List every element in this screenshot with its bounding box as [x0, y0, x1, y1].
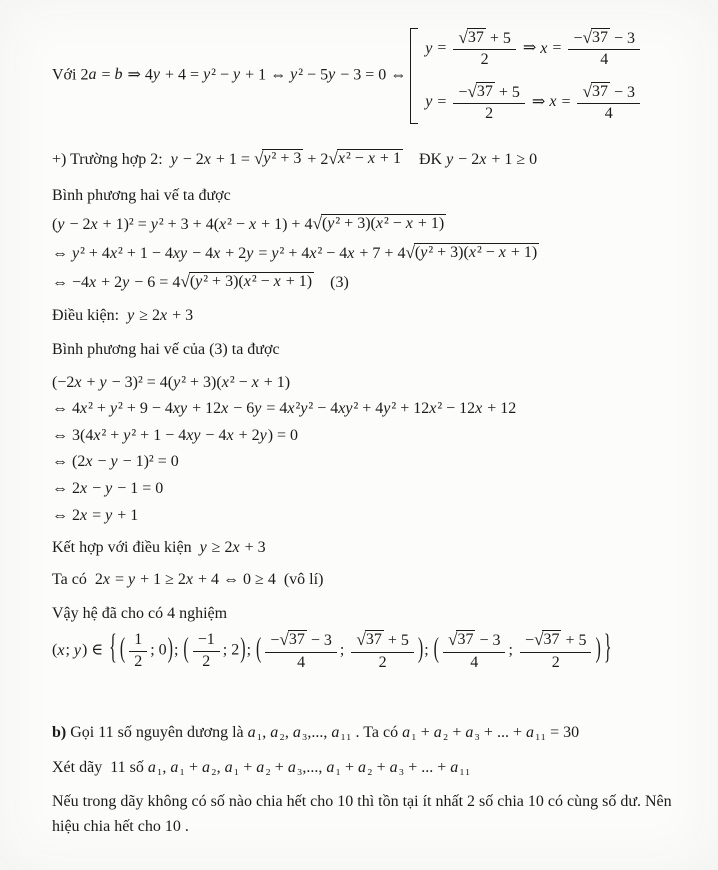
math-run: y ≥ 2x + 3 [199, 538, 266, 556]
radical-sign-icon: √ [447, 630, 458, 650]
numerator [265, 630, 337, 652]
math-run: 2 [485, 105, 494, 123]
line-squaring-note-1 [52, 185, 686, 206]
math-run: (x; y) ∈ [52, 641, 108, 659]
text-run: Với [52, 66, 81, 84]
radical-sign-icon: √ [328, 148, 338, 168]
numerator [351, 630, 414, 652]
denominator [297, 653, 305, 672]
math-run: 2 [378, 653, 387, 671]
denominator [202, 652, 210, 671]
math-run: a₁, a₁ + a₂, a₁ + a₂ + a₃,..., a₁ + a₂ + a₃ + ... + a₁₁ [147, 759, 471, 777]
line-case2-header [52, 149, 686, 170]
fraction [453, 82, 525, 124]
denominator [379, 653, 387, 672]
math-run: + 5 [383, 632, 409, 650]
math-run: ⇔ y² + 4x² + 1 − 4xy − 4x + 2y = y² + 4x² − 4x + 7 + 4 [52, 244, 406, 262]
numerator [193, 631, 220, 651]
math-run: − 3 [306, 632, 332, 650]
math-run: + 5 [561, 632, 587, 650]
radical-sign-icon: √ [533, 630, 544, 650]
fraction [453, 28, 516, 70]
text-run: Bình phương hai vế ta được [52, 186, 231, 204]
line-sequence [52, 757, 686, 778]
math-run: 2 [202, 652, 211, 670]
math-run: y − 2x + 1 ≥ 0 [446, 150, 538, 168]
math-run: 1 [134, 631, 143, 649]
math-run: a₁ + a₂ + a₃ + ... + a₁₁ = 30 [402, 724, 580, 742]
math-run: y = [425, 39, 451, 57]
numerator [568, 28, 640, 50]
math-run: ⇒ x = [527, 93, 575, 111]
radical-sign-icon: √ [458, 28, 468, 47]
radical [448, 630, 475, 650]
line-part-b-intro [52, 722, 686, 743]
text-run: Vậy hệ đã cho có 4 nghiệm [52, 605, 228, 623]
case-row [425, 82, 643, 124]
radicand: 37 [591, 82, 608, 100]
denominator [470, 653, 478, 672]
fraction [351, 630, 414, 672]
math-run: 2a = b ⇒ 4y + 4 = y² − y + 1 ⇔ y² − 5y − 3 = 0 ⇔ [80, 66, 407, 84]
big-brace: } [603, 630, 612, 667]
math-run: ; [424, 641, 433, 659]
math-run: −1 [197, 631, 215, 649]
math-run: (−2x + y − 3)² = 4(y² + 3)(x² − x + 1) [52, 374, 291, 392]
line-combine-condition [52, 537, 686, 558]
eq-equiv-1 [52, 243, 686, 264]
eq-linear [52, 478, 686, 499]
math-run: y = [425, 93, 451, 111]
radicand: (y² + 3)(x² − x + 1) [189, 273, 313, 290]
math-run: ⇔ 3(4x² + y² + 1 − 4xy − 4x + 2y) = 0 [52, 426, 299, 444]
math-run: 4 [470, 653, 479, 671]
math-run: a₁, a₂, a₃,..., a₁₁ [247, 724, 352, 742]
fraction [129, 631, 147, 671]
eq-expanded [52, 398, 686, 419]
big-delimiter: ( [119, 633, 126, 665]
radicand: x² − x + 1 [337, 149, 401, 167]
text-run: Bình phương hai vế của (3) ta được [52, 341, 280, 359]
cases-rows [425, 28, 643, 124]
math-run: + 2 [303, 150, 329, 168]
math-run: − 3 [609, 30, 635, 47]
radicand: 37 [543, 631, 560, 649]
math-run: ⇔ 2x − y − 1 = 0 [52, 479, 164, 497]
radical [328, 149, 403, 169]
big-delimiter: ( [256, 633, 262, 665]
text-run: Gọi 11 số nguyên dương là [66, 724, 248, 742]
math-run: ; [339, 641, 349, 659]
radical [458, 28, 485, 48]
big-delimiter: ( [183, 633, 189, 665]
denominator [552, 653, 560, 672]
radical [279, 630, 306, 650]
math-run: ; 0 [150, 641, 167, 659]
eq-factored-3 [52, 425, 686, 446]
denominator [134, 652, 142, 671]
bold-text-run: b) [52, 724, 67, 742]
math-run: ⇔ 2x = y + 1 [52, 506, 139, 524]
math-run: − [524, 632, 534, 650]
eq-equiv-2-labeled-3 [52, 272, 686, 293]
big-delimiter: ( [433, 633, 439, 665]
denominator [600, 50, 608, 69]
math-run: 2 [480, 51, 489, 69]
math-run: + 5 [485, 30, 511, 47]
line-case-analysis [52, 28, 686, 124]
radical [356, 630, 383, 650]
radical-sign-icon: √ [582, 81, 592, 101]
radical [534, 630, 561, 650]
big-delimiter: ) [417, 633, 424, 665]
fraction [443, 630, 506, 672]
radicand: (y² + 3)(x² − x + 1) [414, 243, 538, 261]
math-run: ; [508, 641, 517, 659]
eq-final-relation [52, 505, 686, 526]
text-run: Ta có [52, 571, 95, 589]
math-run: − [458, 83, 468, 101]
numerator [443, 630, 506, 652]
radical [405, 243, 539, 263]
math-run: − [270, 632, 280, 650]
radicand: (y² + 3)(x² − x + 1) [321, 214, 445, 232]
math-run: y ≥ 2x + 3 [127, 307, 194, 325]
radical-sign-icon: √ [180, 272, 190, 291]
math-run: ; 2 [222, 641, 240, 659]
line-conclusion [52, 603, 686, 624]
numerator [520, 630, 592, 652]
numerator [129, 631, 147, 651]
numerator [453, 28, 516, 50]
radical [582, 82, 609, 102]
math-run: 2x = y + 1 ≥ 2x + 4 ⇔ 0 ≥ 4 [94, 571, 276, 589]
big-delimiter: ) [240, 633, 246, 665]
radical [254, 149, 303, 169]
text-run: +) Trường hợp 2: [52, 150, 171, 168]
radical-sign-icon: √ [356, 630, 366, 650]
cases-group [410, 28, 643, 124]
math-run: 2 [551, 653, 560, 671]
radicand: 37 [476, 82, 493, 100]
cases-bracket-icon [410, 28, 418, 124]
fraction [577, 82, 640, 124]
math-run: ; [246, 641, 256, 659]
eq-squared-expansion-1 [52, 214, 686, 235]
line-contradiction [52, 569, 686, 590]
math-run: 2 [134, 652, 143, 670]
case-row [425, 28, 643, 70]
radicand: 37 [591, 29, 608, 46]
big-delimiter: ) [595, 633, 601, 665]
radical [582, 28, 609, 48]
math-run: − 3 [475, 632, 501, 650]
fraction [568, 28, 640, 70]
text-run: ĐK [402, 150, 447, 168]
math-run: − [573, 30, 583, 47]
math-run: ⇒ x = [518, 39, 566, 57]
radicand: 37 [467, 29, 484, 46]
text-run: Điều kiện: [52, 307, 128, 325]
math-run: 4 [600, 51, 609, 69]
math-run: (y − 2x + 1)² = y² + 3 + 4(x² − x + 1) + 4 [52, 215, 313, 233]
radicand: y² + 3 [263, 149, 302, 167]
radical-sign-icon: √ [279, 630, 289, 650]
denominator [485, 104, 493, 123]
math-run: ⇔ 4x² + y² + 9 − 4xy + 12x − 6y = 4x²y² − 4xy² + 4y² + 12x² − 12x + 12 [52, 400, 517, 418]
radical-sign-icon: √ [312, 213, 322, 233]
line-pigeonhole [52, 790, 686, 840]
text-run: Xét dãy 11 số [52, 759, 148, 777]
fraction [265, 630, 337, 672]
math-run: (3) [314, 274, 349, 291]
numerator [453, 82, 525, 104]
radical-sign-icon: √ [582, 28, 592, 47]
radicand: 37 [288, 631, 305, 649]
radical-sign-icon: √ [467, 81, 477, 101]
denominator [605, 104, 613, 123]
fraction [520, 630, 592, 672]
radicand: 37 [365, 631, 382, 649]
radical [467, 82, 494, 102]
line-squaring-note-2 [52, 339, 686, 360]
eq-squared-expansion-2 [52, 372, 686, 393]
math-run: 4 [604, 105, 613, 123]
math-run: ; [173, 641, 183, 659]
radical [180, 272, 314, 292]
math-run: ⇔ (2x − y − 1)² = 0 [52, 452, 179, 470]
radical-sign-icon: √ [405, 242, 415, 262]
math-run: y − 2x + 1 = [170, 150, 254, 168]
fraction [193, 631, 220, 671]
math-run: + 5 [494, 83, 520, 101]
text-run: Nếu trong dãy không có số nào chia hết cho 10 thì tồn tại ít nhất 2 số chia 10 có cùng số dư. Nên hiệu chia hết cho 10 . [52, 793, 676, 836]
eq-square-zero [52, 451, 686, 472]
big-brace: { [109, 630, 117, 667]
line-condition-1 [52, 305, 686, 326]
big-delimiter: ) [167, 633, 173, 665]
denominator [481, 50, 489, 69]
text-run: (vô lí) [275, 571, 324, 589]
math-run: 4 [297, 653, 306, 671]
eq-solution-set [52, 630, 686, 672]
math-run: ⇔ −4x + 2y − 6 = 4 [52, 274, 181, 291]
math-run: − 3 [609, 83, 635, 101]
radical [312, 214, 446, 234]
radical-sign-icon: √ [253, 148, 264, 168]
numerator [577, 82, 640, 104]
radicand: 37 [457, 631, 474, 649]
text-run: . Ta có [351, 724, 403, 742]
text-run: Kết hợp với điều kiện [52, 538, 200, 556]
